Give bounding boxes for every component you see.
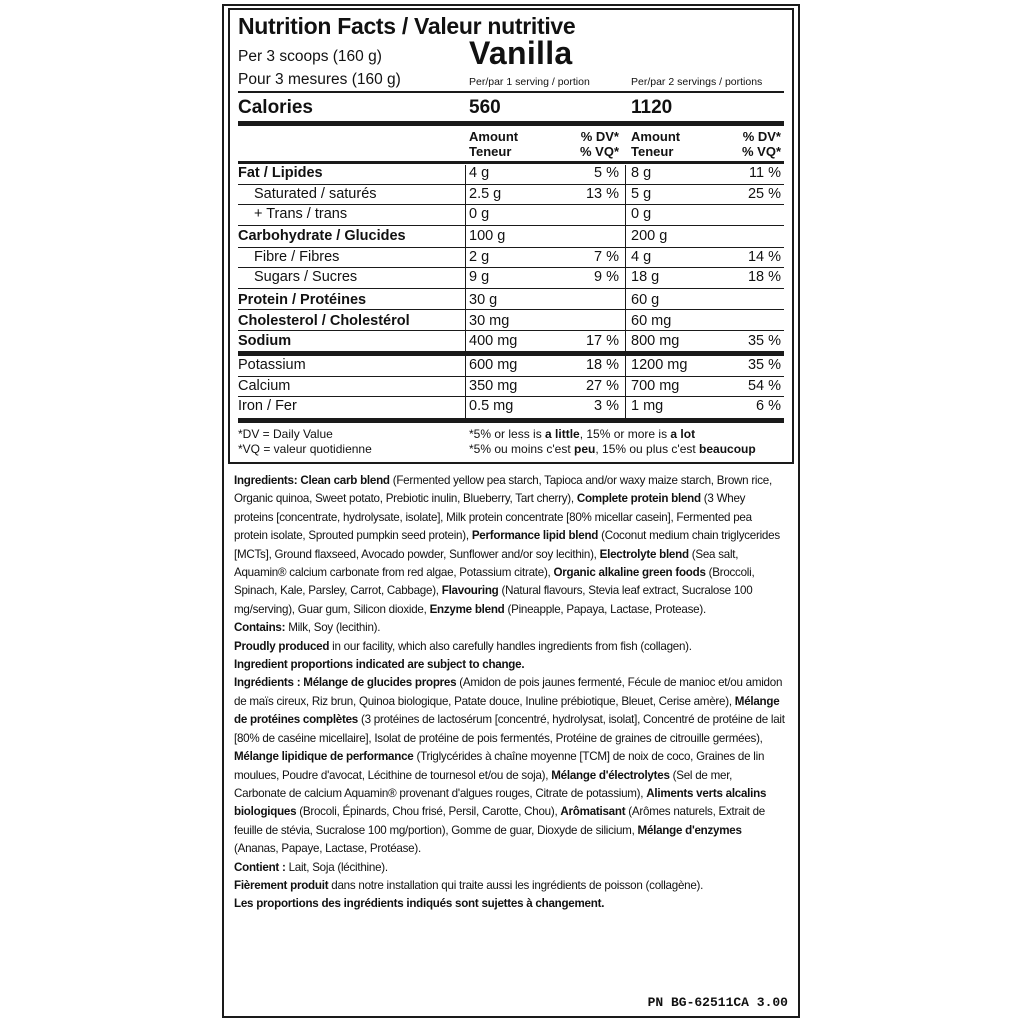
row-rule xyxy=(238,309,784,310)
part-number: PN BG-62511CA 3.00 xyxy=(647,995,788,1010)
produced-fr xyxy=(234,877,786,895)
ingredient-text: (Pineapple, Papaya, Lactase, Protease). xyxy=(504,602,706,616)
ingredient-heading: Ingrédients : Mélange de glucides propres xyxy=(234,676,457,690)
footnote-text: *5% or less is xyxy=(469,427,546,441)
amount-col2: 800 mg xyxy=(631,333,680,349)
dv-col1: 9 % xyxy=(594,269,619,285)
ingredient-text: Lait, Soja (lécithine). xyxy=(285,860,388,874)
proportions-fr: Les proportions des ingrédients indiqués sont sujettes à changement. xyxy=(234,897,605,911)
dv-col1: 27 % xyxy=(585,378,619,394)
amount-col1: 4 g xyxy=(469,165,490,181)
ingredients-fr xyxy=(234,674,786,858)
dv-header-col2: % DV* % VQ* xyxy=(741,129,781,159)
ingredient-text: (Broccoli, Spinach, Kale, Parsley, Carrot, Cabbage), xyxy=(234,566,755,598)
ingredient-text: (Fermented yellow pea starch, Tapioca and/or waxy maize starch, Brown rice, Organic quinoa, Sweet potato, Prebiotic inulin, Blueberry, Tart cherry), xyxy=(234,474,772,506)
ingredient-text: (Triglycérides à chaîne moyenne [TCM] de noix de coco, Graines de lin moulues, Poudre d'avocat, Lécithine de tournesol et/ou de soja), xyxy=(234,750,765,782)
dv-col1: 5 % xyxy=(594,165,619,181)
dv-col2: 35 % xyxy=(747,357,781,373)
amount-col2: 0 g xyxy=(631,206,652,222)
ingredient-text: (Brocoli, Épinards, Chou frisé, Persil, Carotte, Chou), xyxy=(296,805,561,819)
amount-col2: 1200 mg xyxy=(631,357,688,373)
ingredient-text: (3 Whey proteins [concentrate, hydrolysate, isolate], Milk protein concentrate [80% micellar casein], Fermented pea protein isolate, Sprouted pumpkin seed protein), xyxy=(234,492,752,543)
nutrient-label: Sodium xyxy=(238,333,292,349)
ingredient-text: (Arômes naturels, Extrait de feuille de stévia, Sucralose 100 mg/portion), Gomme de guar, Dioxyde de silicium, xyxy=(234,805,765,837)
nutrient-label: Iron / Fer xyxy=(238,398,297,414)
col1-divider xyxy=(465,165,466,418)
row-rule xyxy=(238,418,784,423)
nutrition-title: Nutrition Facts / Valeur nutritive xyxy=(238,13,576,39)
footnote-scale-fr xyxy=(469,442,756,456)
ingredient-text: (Natural flavours, Stevia leaf extract, Sucralose 100 mg/serving), Guar gum, Silicon dioxide, xyxy=(234,584,753,616)
ingredient-heading: Enzyme blend xyxy=(429,602,505,616)
ingredient-heading: Fièrement produit xyxy=(234,878,329,892)
contains-en xyxy=(234,619,786,637)
amount-header-col1: Amount Teneur xyxy=(469,129,519,159)
row-rule xyxy=(238,225,784,226)
flavour-name: Vanilla xyxy=(469,35,573,71)
row-rule xyxy=(238,267,784,268)
footnote-text: , 15% or more is xyxy=(579,427,671,441)
ingredient-heading: Ingredients: Clean carb blend xyxy=(234,474,390,487)
proportions-en: Ingredient proportions indicated are subject to change. xyxy=(234,658,525,672)
ingredient-text: (3 protéines de lactosérum [concentré, hydrolysat, isolat], Concentré de protéine de lait [80% de caséine micellaire], Isolat de protéine de pois fermentés, Protéine de graines de citrouille germées), xyxy=(234,713,785,745)
amount-col2: 200 g xyxy=(631,228,668,244)
nutrient-label: Fat / Lipides xyxy=(238,165,323,181)
amount-col2: 700 mg xyxy=(631,378,680,394)
serving-size-en: Per 3 scoops (160 g) xyxy=(238,48,382,65)
row-rule xyxy=(238,351,784,356)
nutrient-label: + Trans / trans xyxy=(254,206,348,222)
rule-thick-calories xyxy=(238,121,784,126)
nutrient-label: Potassium xyxy=(238,357,306,373)
row-rule xyxy=(238,247,784,248)
col2-divider xyxy=(625,165,626,418)
row-rule xyxy=(238,288,784,289)
dv-col2: 11 % xyxy=(749,165,781,181)
amount-col1: 2 g xyxy=(469,249,490,265)
ingredient-text: (Coconut medium chain triglycerides [MCTs], Ground flaxseed, Avocado powder, Sunflower and/or soy lecithin), xyxy=(234,529,780,561)
footnote-emph: a little xyxy=(545,427,580,441)
amount-col2: 8 g xyxy=(631,165,652,181)
ingredient-heading: Electrolyte blend xyxy=(599,547,689,561)
ingredient-heading: Proudly produced xyxy=(234,639,330,653)
row-rule xyxy=(238,376,784,377)
footnote-dv-fr: *VQ = valeur quotidienne xyxy=(238,442,372,456)
dv-header-col1: % DV* % VQ* xyxy=(579,129,619,159)
ingredient-heading: Mélange lipidique de performance xyxy=(234,750,414,764)
dv-col2: 14 % xyxy=(747,249,781,265)
amount-col2: 60 g xyxy=(631,292,660,308)
calories-col2: 1120 xyxy=(631,97,673,118)
ingredient-text: in our facility, which also carefully handles ingredients from fish (collagen). xyxy=(329,639,692,653)
rule-colheads xyxy=(238,161,784,164)
amount-col2: 18 g xyxy=(631,269,660,285)
dv-col2: 54 % xyxy=(747,378,781,394)
amount-col2: 4 g xyxy=(631,249,652,265)
col1-serving-label: Per/par 1 serving / portion xyxy=(469,76,590,88)
amount-col1: 100 g xyxy=(469,228,506,244)
footnote-emph: peu xyxy=(574,442,596,456)
ingredient-text: Milk, Soy (lecithin). xyxy=(285,621,381,635)
ingredients-section xyxy=(234,472,786,914)
calories-label: Calories xyxy=(238,97,313,118)
footnote-emph: beaucoup xyxy=(699,442,756,456)
col2-serving-label: Per/par 2 servings / portions xyxy=(631,76,763,88)
ingredient-text: (Sea salt, Aquamin® calcium carbonate from red algae, Potassium citrate), xyxy=(234,547,739,580)
amount-col1: 0.5 mg xyxy=(469,398,514,414)
amount-col2: 60 mg xyxy=(631,313,672,329)
ingredient-heading: Contient : xyxy=(234,860,286,874)
dv-col1: 18 % xyxy=(585,357,619,373)
row-rule xyxy=(238,396,784,397)
footnote-text: , 15% ou plus c'est xyxy=(595,442,700,456)
amount-col1: 2.5 g xyxy=(469,186,502,202)
dv-col2: 35 % xyxy=(747,333,781,349)
amount-col1: 350 mg xyxy=(469,378,518,394)
ingredient-heading: Performance lipid blend xyxy=(471,529,599,543)
ingredient-heading: Mélange de protéines complètes xyxy=(234,694,780,727)
dv-col2: 18 % xyxy=(747,269,781,285)
ingredient-heading: Mélange d'électrolytes xyxy=(551,768,670,782)
ingredient-heading: Mélange d'enzymes xyxy=(637,823,742,837)
amount-col2: 1 mg xyxy=(631,398,664,414)
dv-col1: 13 % xyxy=(585,186,619,202)
row-rule xyxy=(238,204,784,205)
amount-col1: 600 mg xyxy=(469,357,518,373)
calories-col1: 560 xyxy=(469,97,501,118)
row-rule xyxy=(238,184,784,185)
dv-col1: 3 % xyxy=(594,398,619,414)
dv-col1: 17 % xyxy=(585,333,619,349)
nutrient-label: Protein / Protéines xyxy=(238,292,367,308)
ingredients-en xyxy=(234,472,786,619)
dv-col2: 6 % xyxy=(756,398,781,414)
nutrient-label: Sugars / Sucres xyxy=(254,269,358,285)
nutrient-label: Carbohydrate / Glucides xyxy=(238,228,406,244)
ingredient-heading: Contains: xyxy=(234,621,286,635)
ingredient-text: dans notre installation qui traite aussi les ingrédients de poisson (collagène). xyxy=(328,878,704,892)
amount-col2: 5 g xyxy=(631,186,652,202)
ingredient-heading: Arômatisant xyxy=(560,805,626,819)
nutrient-label: Calcium xyxy=(238,378,291,394)
footnote-scale-en xyxy=(469,427,695,441)
produced-en xyxy=(234,638,786,656)
amount-col1: 30 mg xyxy=(469,313,510,329)
ingredient-text: (Amidon de pois jaunes fermenté, Fécule de manioc et/ou amidon de maïs cireux, Riz brun, Quinoa biologique, Patate douce, Inuline prébiotique, Bleuet, Cerise amère), xyxy=(234,676,783,708)
contains-fr xyxy=(234,859,786,877)
serving-size-fr: Pour 3 mesures (160 g) xyxy=(238,71,401,88)
ingredient-heading: Organic alkaline green foods xyxy=(553,566,706,580)
dv-col2: 25 % xyxy=(747,186,781,202)
nutrient-label: Saturated / saturés xyxy=(254,186,377,202)
ingredient-heading: Flavouring xyxy=(441,584,499,598)
row-rule xyxy=(238,330,784,331)
nutrient-label: Cholesterol / Cholestérol xyxy=(238,313,410,329)
dv-col1: 7 % xyxy=(594,249,619,265)
ingredient-heading: Aliments verts alcalins biologiques xyxy=(234,786,767,819)
ingredient-heading: Complete protein blend xyxy=(576,492,701,506)
amount-col1: 400 mg xyxy=(469,333,518,349)
amount-col1: 9 g xyxy=(469,269,490,285)
nutrient-label: Fibre / Fibres xyxy=(254,249,340,265)
amount-col1: 0 g xyxy=(469,206,490,222)
ingredient-text: (Ananas, Papaye, Lactase, Protéase). xyxy=(234,842,421,856)
footnote-text: *5% ou moins c'est xyxy=(469,442,575,456)
footnote-dv-en: *DV = Daily Value xyxy=(238,427,333,441)
footnote-emph: a lot xyxy=(670,427,696,441)
ingredient-text: (Sel de mer, Carbonate de calcium Aquamin® provenant d'algues rouges, Citrate de potassium), xyxy=(234,768,733,800)
amount-col1: 30 g xyxy=(469,292,498,308)
amount-header-col2: Amount Teneur xyxy=(631,129,681,159)
rule-header xyxy=(238,91,784,93)
